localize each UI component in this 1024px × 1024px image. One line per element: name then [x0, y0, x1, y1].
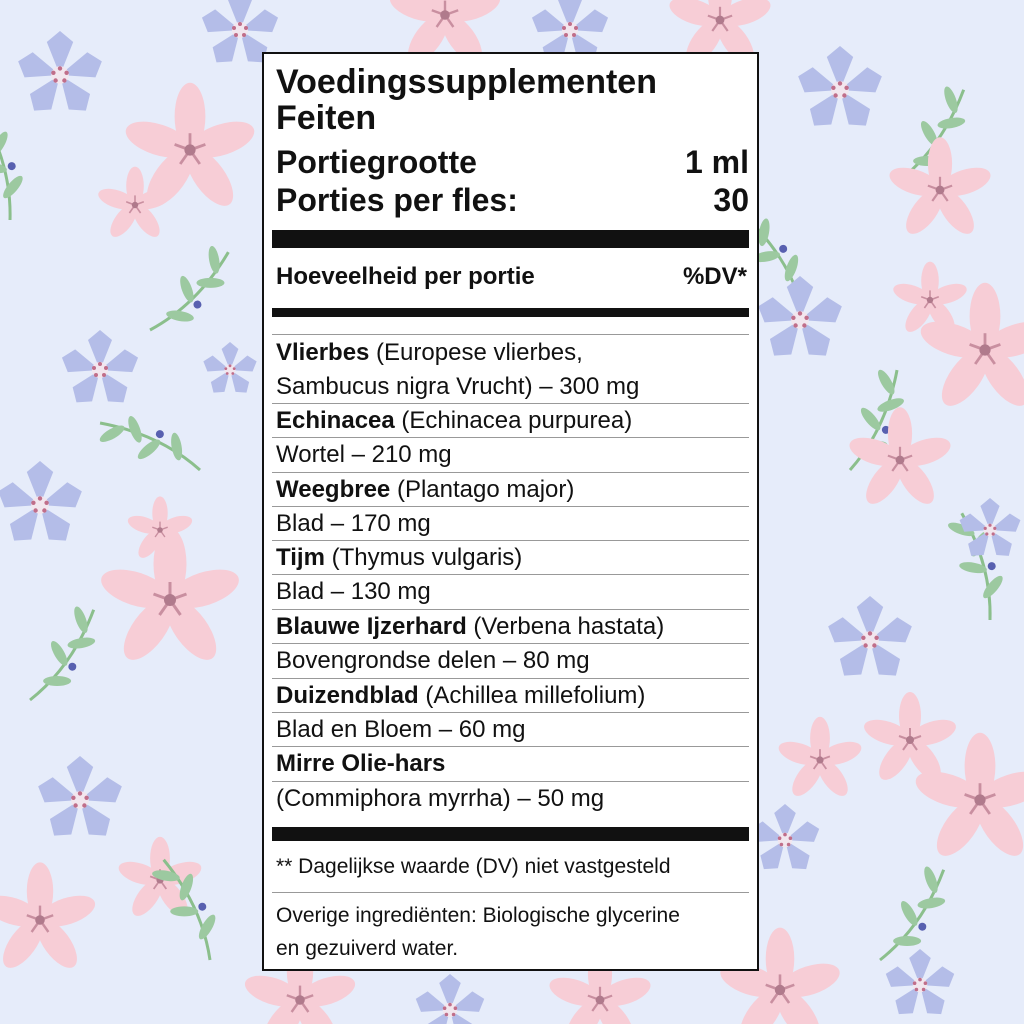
thick-divider: [272, 230, 749, 248]
ingredient-name: Blauwe Ijzerhard: [276, 613, 467, 640]
amount-per-serving-header: Hoeveelheid per portie: [276, 263, 535, 290]
ingredient-name: Mirre Olie-hars: [276, 750, 446, 777]
ingredient-line: [276, 339, 583, 367]
row-divider: [272, 403, 749, 404]
ingredient-amount: Sambucus nigra Vrucht) – 300 mg: [276, 373, 640, 400]
serving-size-label: Portiegrootte: [276, 144, 477, 180]
serving-size-value: 1 ml: [684, 144, 749, 180]
label-title-line-1: Voedingssupplementen: [276, 63, 657, 101]
ingredient-detail: (Echinacea purpurea): [394, 407, 633, 434]
servings-per-bottle-label: Porties per fles:: [276, 182, 518, 218]
ingredient-detail: (Thymus vulgaris): [324, 544, 523, 571]
ingredient-line: [276, 476, 574, 504]
thin-divider: [272, 334, 749, 335]
supplement-facts-label: [262, 52, 759, 971]
ingredient-detail: (Europese vlierbes,: [369, 339, 583, 366]
ingredient-amount: Bovengrondse delen – 80 mg: [276, 647, 590, 674]
row-divider: [272, 746, 749, 747]
row-divider: [272, 472, 749, 473]
ingredient-amount: Blad en Bloem – 60 mg: [276, 716, 526, 743]
medium-divider: [272, 308, 749, 317]
footnote-divider: [272, 892, 749, 893]
ingredient-amount: (Commiphora myrrha) – 50 mg: [276, 785, 605, 812]
thick-divider: [272, 827, 749, 841]
ingredient-detail: (Achillea millefolium): [418, 682, 646, 709]
row-divider: [272, 574, 749, 575]
row-divider: [272, 643, 749, 644]
servings-per-bottle-value: 30: [713, 182, 749, 218]
ingredient-name: Duizendblad: [276, 682, 419, 709]
ingredient-detail: (Plantago major): [390, 476, 575, 503]
row-divider: [272, 609, 749, 610]
ingredient-line: [276, 407, 632, 435]
ingredient-line: [276, 750, 445, 778]
row-divider: [272, 540, 749, 541]
label-title-line-2: Feiten: [276, 99, 377, 137]
row-divider: [272, 678, 749, 679]
row-divider: [272, 506, 749, 507]
ingredient-amount: Blad – 130 mg: [276, 578, 431, 605]
row-divider: [272, 712, 749, 713]
other-ingredients-line-2: en gezuiverd water.: [276, 937, 459, 960]
ingredient-name: Weegbree: [276, 476, 391, 503]
ingredient-name: Vlierbes: [276, 339, 370, 366]
other-ingredients-line-1: Overige ingrediënten: Biologische glycerine: [276, 904, 680, 927]
ingredient-name: Echinacea: [276, 407, 395, 434]
ingredient-detail: (Verbena hastata): [466, 613, 665, 640]
ingredient-name: Tijm: [276, 544, 325, 571]
ingredient-line: [276, 682, 645, 710]
ingredient-amount: Wortel – 210 mg: [276, 441, 452, 468]
ingredient-line: [276, 613, 664, 641]
ingredient-amount: Blad – 170 mg: [276, 510, 431, 537]
row-divider: [272, 437, 749, 438]
ingredient-line: [276, 544, 522, 572]
dv-header: %DV*: [682, 263, 747, 290]
dv-footnote: ** Dagelijkse waarde (DV) niet vastgesteld: [276, 855, 671, 878]
row-divider: [272, 781, 749, 782]
